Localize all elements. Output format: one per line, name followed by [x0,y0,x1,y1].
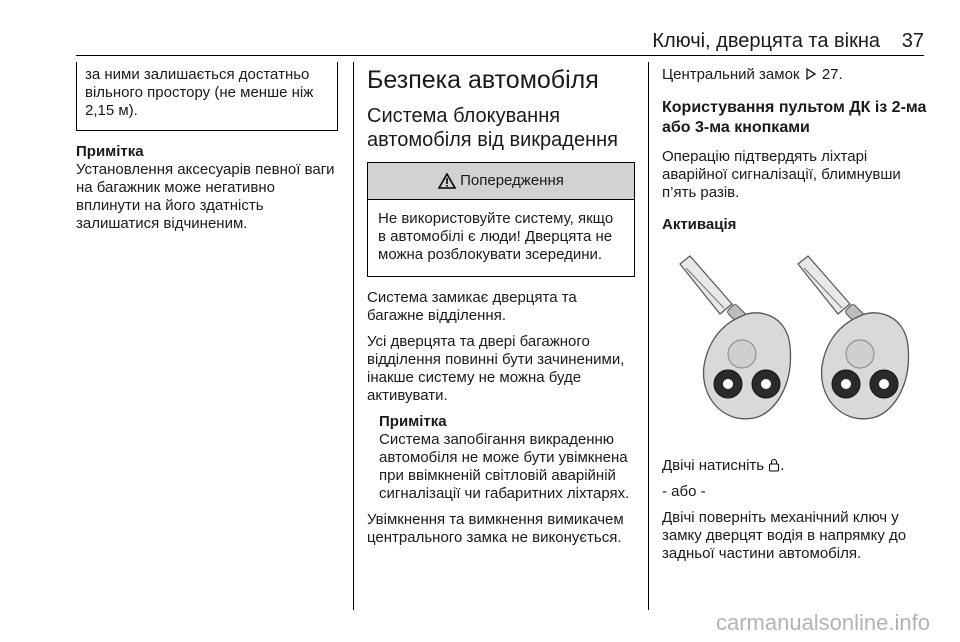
lock-button-icon [768,458,780,472]
paragraph: Усі дверцята та двері багажного відділення повинні бути зачиненими, інакше систему не можна буде активувати. [367,333,625,404]
note-title: Примітка [379,413,447,430]
warning-header [368,163,634,200]
warning-box [367,162,635,277]
cross-reference [662,66,932,84]
warning-triangle-icon [438,173,456,189]
boxed-continuation [76,62,338,131]
note-title: Примітка [76,143,144,160]
reference-text: Центральний замок [662,66,800,83]
column-2 [367,62,635,555]
warning-title: Попередження [460,172,564,189]
column-1 [76,62,338,233]
note-text: Установлення аксесуарів певної ваги на багажник може негативно вплинути на його здатність залишатися відчиненим. [76,161,335,232]
press-text: Двічі натисніть [662,457,765,474]
boxed-text: за ними залишається достатньо вільного простору (не менше ніж 2,15 м). [85,66,314,119]
paragraph: Операцію підтвердять ліхтарі аварійної сигналізації, блимнувши п’ять разів. [662,148,901,201]
paragraph: Увімкнення та вимкнення вимикачем центрального замка не виконується. [367,511,624,546]
column-3 [662,62,932,571]
warning-text: Не використовуйте систему, якщо в автомобілі є люди! Дверцята не можна розблокувати зсередини. [378,210,614,263]
header-rule [76,55,924,56]
watermark: carmanualsonline.info [715,610,930,635]
note-text: Система запобігання викраденню автомобіля не може бути увімкнена при ввімкненій світловій аварійній сигналізації чи габаритних ліхтарях. [379,431,630,502]
subsection-heading: Система блокування автомобіля від викрадення [367,105,618,151]
page-header-title: Ключі, дверцята та вікна [652,30,880,52]
activation-title: Активація [662,216,737,233]
press-instruction: Двічі натисніть . [662,457,785,474]
paragraph: Двічі поверніть механічний ключ у замку дверцят водія в напрямку до задньої частини автомобіля. [662,509,907,562]
section-heading: Безпека автомобіля [367,66,599,94]
column-divider-2 [648,62,649,610]
column-divider-1 [353,62,354,610]
paragraph: Система замикає дверцята та багажне відділення. [367,289,577,324]
page-number: 37 [901,30,924,52]
note-block [367,413,635,503]
remote-key-illustration [662,246,922,446]
or-separator: - або - [662,483,706,500]
reference-page: 27. [821,66,843,83]
subsection-heading: Користування пультом ДК із 2-ма або 3-ма кнопками [662,99,927,136]
page-reference-arrow-icon [806,68,816,80]
